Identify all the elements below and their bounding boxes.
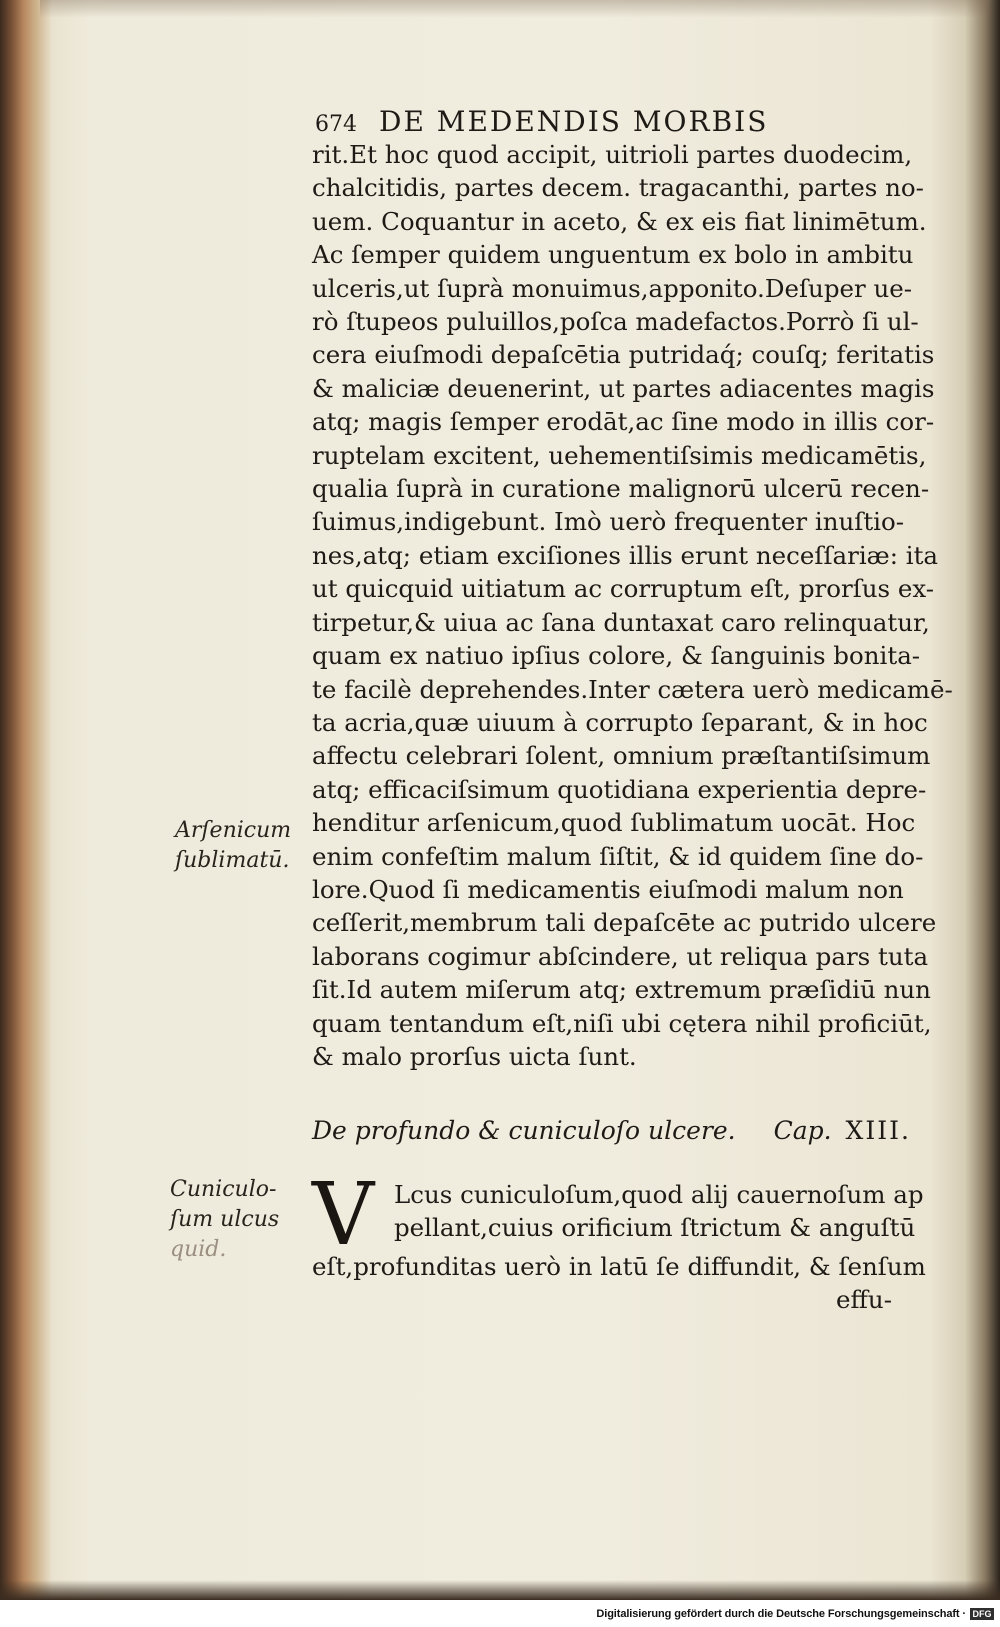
text-line: ruptelam excitent, uehementiſsimis medicamētis, — [312, 440, 927, 470]
running-header — [315, 102, 880, 142]
text-line: affectu celebrari ſolent, omnium præſtantiſsimum — [312, 741, 931, 771]
footer-credit: Digitalisierung gefördert durch die Deutsche Forschungsgemeinschaft · — [596, 1608, 966, 1620]
text-line: qualia ſuprà in curatione malignorū ulcerū recen- — [312, 474, 930, 504]
marginal-line: ſum ulcus — [170, 1207, 280, 1232]
text-line: henditur arſenicum,quod ſublimatum uocāt. Hoc — [312, 808, 916, 838]
chapter-cap-label: Cap. — [773, 1116, 832, 1145]
text-line: ut quicquid uitiatum ac corruptum eſt, prorſus ex- — [312, 574, 935, 604]
text-line: enim confeſtim malum ſiſtit, & id quidem ſine do- — [312, 841, 924, 871]
text-line: ſit.Id autem miſerum atq; extremum præſidiū nun — [312, 975, 931, 1005]
marginal-line: quid. — [170, 1237, 227, 1262]
marginal-line: Arſenicum — [175, 818, 292, 843]
chapter-text-block — [312, 1165, 952, 1317]
catchword: effu- — [836, 1285, 892, 1315]
drop-cap: V — [312, 1165, 375, 1265]
text-line: Lcus cuniculoſum,quod alij cauernoſum ap — [394, 1180, 924, 1209]
chapter-heading — [312, 1114, 952, 1148]
text-line: Ac ſemper quidem unguentum ex bolo in ambitu — [312, 240, 914, 270]
page-number: 674 — [315, 112, 357, 137]
text-line: chalcitidis, partes decem. tragacanthi, partes no- — [312, 173, 924, 203]
text-line: rò ſtupeos puluillos,poſca madefactos.Porrò ſi ul- — [312, 307, 919, 337]
text-line: laborans cogimur abſcindere, ut reliqua pars tuta — [312, 941, 929, 971]
text-line: lore.Quod ſi medicamentis eiuſmodi malum non — [312, 874, 904, 904]
dfg-logo-icon: DFG — [970, 1608, 994, 1620]
page-top-shadow — [40, 0, 990, 18]
footer-bar — [0, 1600, 1000, 1627]
running-title: DE MEDENDIS MORBIS — [379, 105, 769, 138]
marginal-line: ſublimatū. — [175, 848, 290, 873]
text-line: rit.Et hoc quod accipit, uitrioli partes duodecim, — [312, 140, 913, 169]
text-line: & maliciæ deuenerint, ut partes adiacentes magis — [312, 373, 935, 403]
marginal-note-arsenicum — [175, 816, 291, 876]
text-line: ceſſerit,membrum tali depaſcēte ac putrido ulcere — [312, 908, 937, 938]
marginal-line: Cuniculo- — [170, 1177, 277, 1202]
main-text-block — [312, 138, 952, 1073]
chapter-number: XIII. — [845, 1116, 911, 1145]
text-line: ſuimus,indigebunt. Imò uerò frequenter inuſtio- — [312, 507, 905, 537]
text-line: ulceris,ut ſuprà monuimus,apponito.Deſuper ue- — [312, 273, 913, 303]
text-line: pellant,cuius orificium ſtrictum & anguſtū — [394, 1213, 916, 1243]
text-line: nes,atq; etiam exciſiones illis erunt neceſſariæ: ita — [312, 540, 939, 570]
text-line: cera eiuſmodi depaſcētia putridaq́; couſq; feritatis — [312, 340, 935, 370]
text-line: uem. Coquantur in aceto, & ex eis fiat linimētum. — [312, 206, 927, 236]
marginal-note-cuniculosum — [170, 1175, 279, 1265]
text-line: ta acria,quæ uiuum à corrupto ſeparant, & in hoc — [312, 707, 928, 737]
text-line: atq; magis ſemper erodāt,ac ſine modo in illis cor- — [312, 407, 935, 437]
text-line: eſt,profunditas uerò in latū ſe diffundit, & ſenſum — [312, 1252, 926, 1281]
text-line: atq; efficaciſsimum quotidiana experientia depre- — [312, 774, 927, 804]
chapter-title: De profundo & cuniculoſo ulcere. — [312, 1116, 736, 1145]
text-line: te facilè deprehendes.Inter cætera uerò medicamē- — [312, 674, 953, 704]
text-line: quam ex natiuo ipſius colore, & ſanguinis bonita- — [312, 641, 921, 671]
page-bottom-edge — [0, 1580, 1000, 1600]
text-line: & malo prorſus uicta ſunt. — [312, 1041, 637, 1071]
text-line: quam tentandum eſt,niſi ubi cętera nihil proficiūt, — [312, 1008, 932, 1038]
text-line: tirpetur,& uiua ac ſana duntaxat caro relinquatur, — [312, 607, 930, 637]
